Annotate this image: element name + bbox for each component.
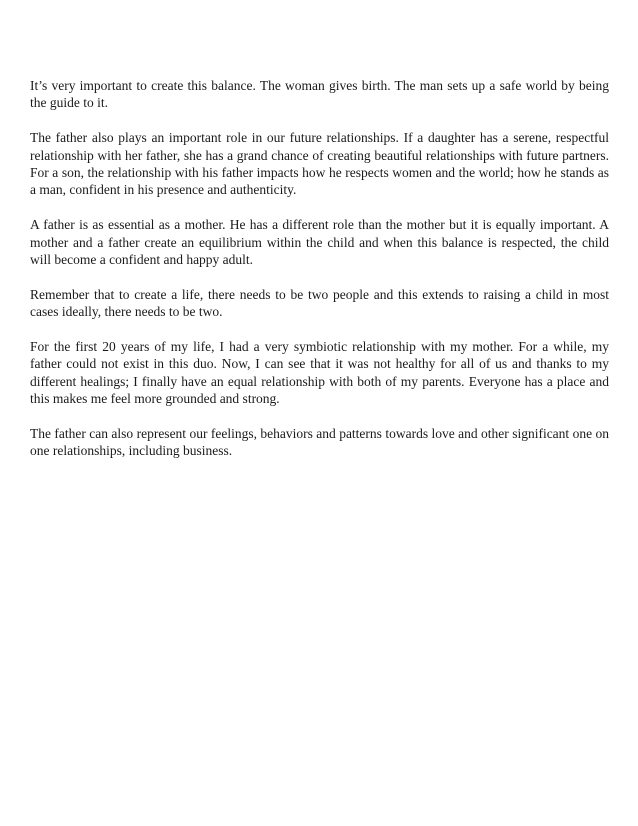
paragraph-personal-story: For the first 20 years of my life, I had a very symbiotic relationship with my mother. For a while, my father could not exist in this duo. Now, I can see that it was not healthy for all of us and thanks to my different healings; I finally have an equal relationship with both of my parents. Everyone has a place and this makes me feel more grounded and strong. (30, 339, 609, 407)
paragraph-father-essential: A father is as essential as a mother. He has a different role than the mother but it is equally important. A mother and a father create an equilibrium within the child and when this balance is respected, the child will become a confident and happy adult. (30, 217, 609, 268)
paragraph-father-represents: The father can also represent our feelings, behaviors and patterns towards love and other significant one on one relationships, including business. (30, 426, 609, 459)
paragraph-two-people: Remember that to create a life, there needs to be two people and this extends to raising a child in most cases ideally, there needs to be two. (30, 286, 609, 320)
document-body (30, 77, 609, 477)
paragraph-balance: It’s very important to create this balance. The woman gives birth. The man sets up a safe world by being the guide to it. (30, 78, 609, 111)
paragraph-future-relationships: The father also plays an important role in our future relationships. If a daughter has a serene, respectful relationship with her father, she has a grand chance of creating beautiful relationships with future partners. For a son, the relationship with his father impacts how he respects women and the world; how he stands as a man, confident in his presence and authenticity. (30, 130, 609, 198)
